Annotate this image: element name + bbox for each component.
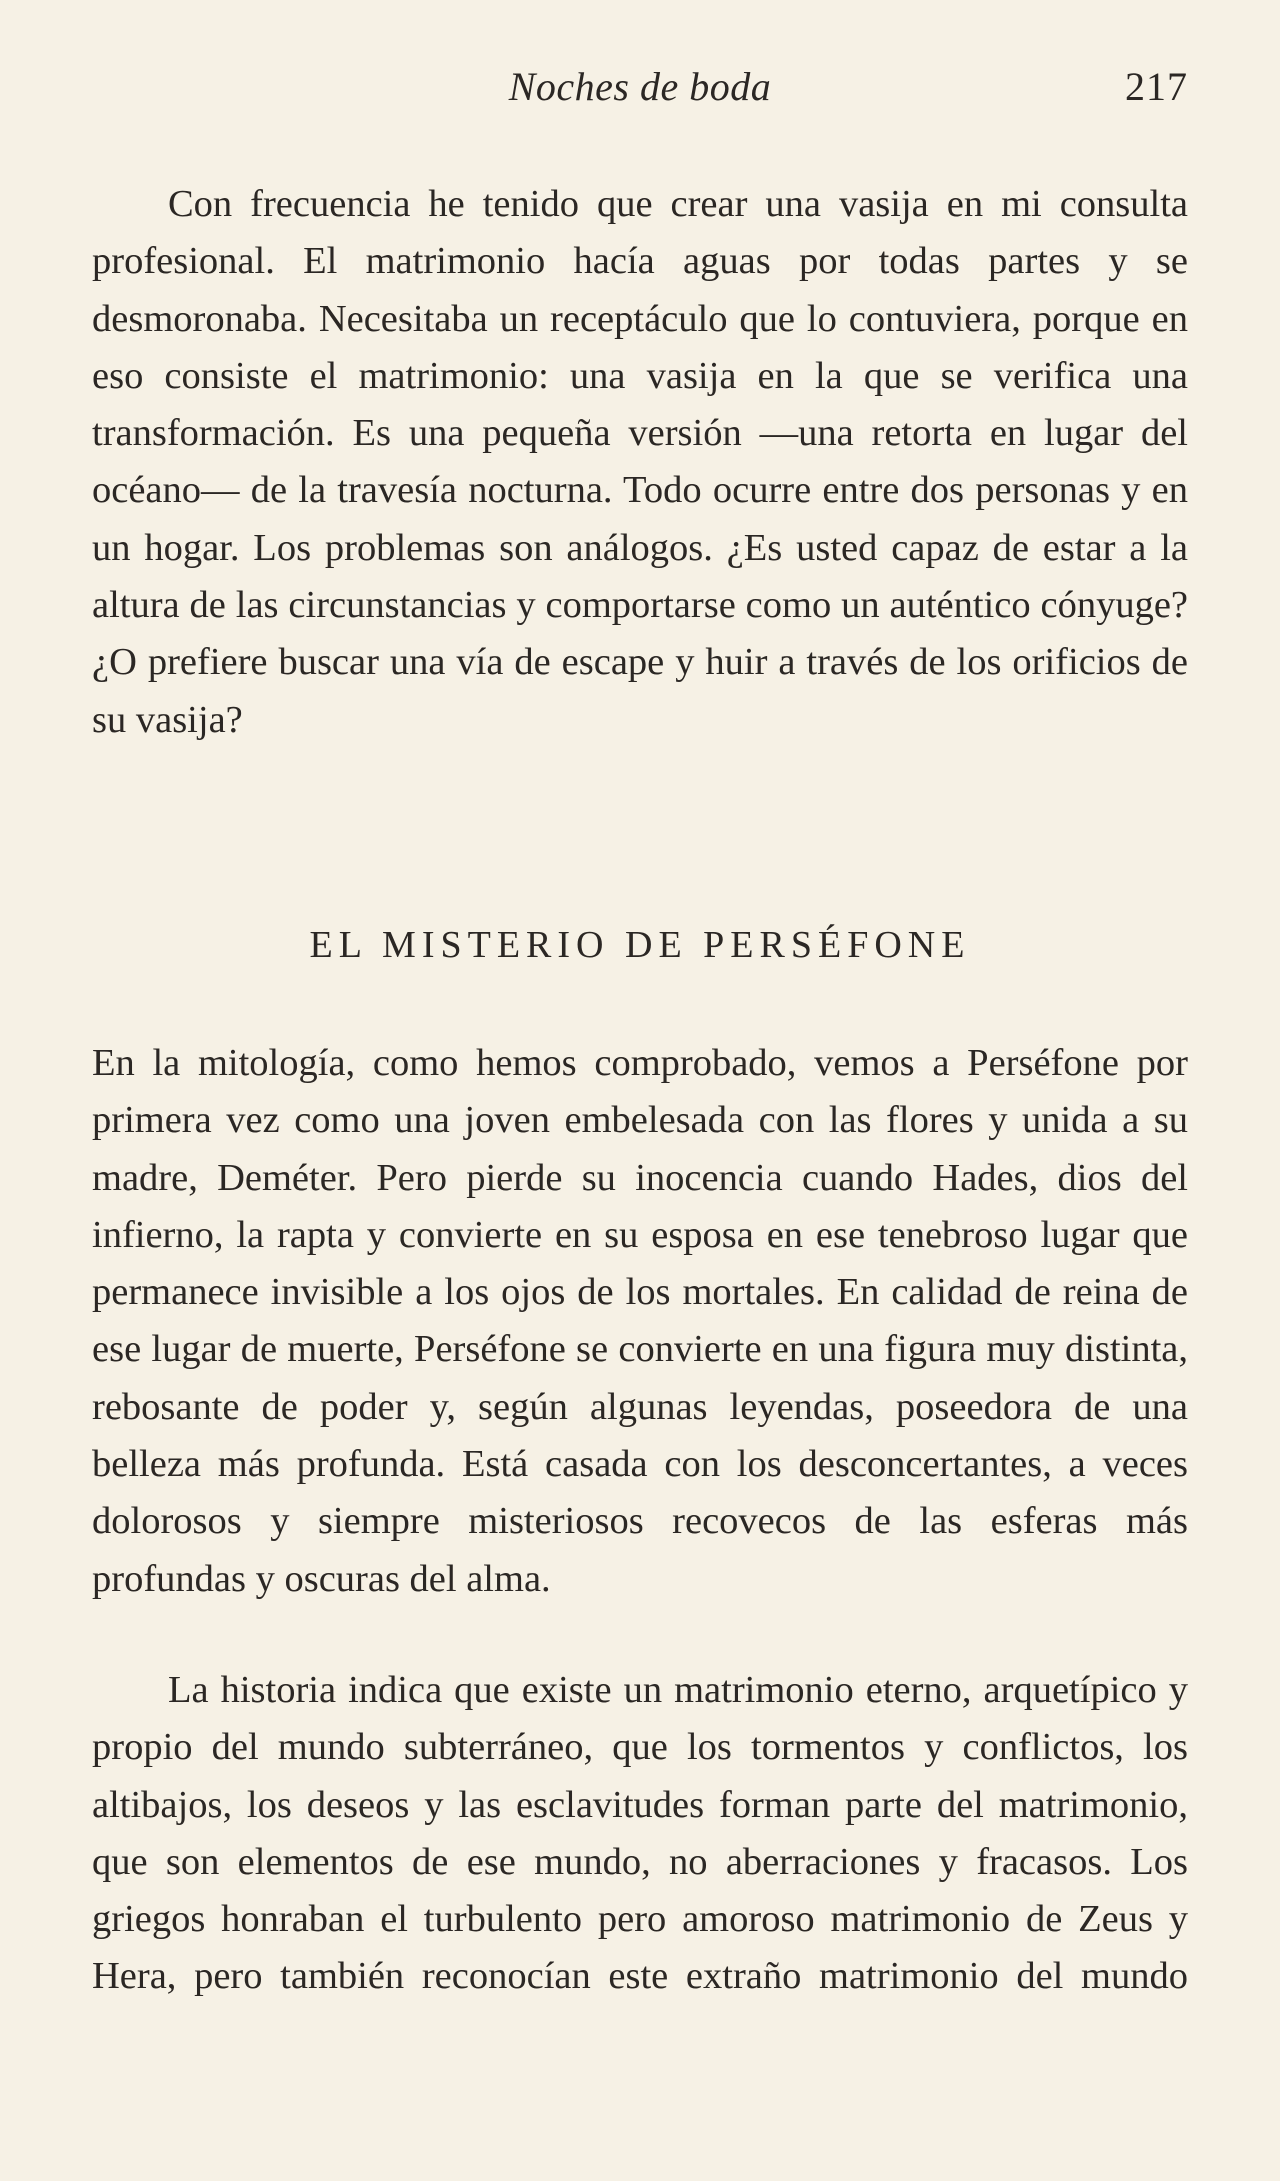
running-title: Noches de boda bbox=[508, 64, 772, 109]
paragraph-persefone-myth: En la mitología, como hemos comprobado, vemos a Perséfone por primera vez como una joven embelesada con las flores y unida a su madre, Deméter. Pero pierde su inocencia cuando Hades, dios del infierno, la rapta y convierte en su esposa en ese tenebroso lugar que permanece invisible a los ojos de los mortales. En calidad de reina de ese lugar de muerte, Perséfone se convierte en una figura muy distinta, rebosante de poder y, según algunas leyendas, poseedora de una belleza más profunda. Está casada con los desconcertantes, a veces dolorosos y siempre misteriosos recovecos de las esferas más profundas y oscuras del alma. bbox=[92, 1042, 1188, 1600]
paragraph-vasija: Con frecuencia he tenido que crear una vasija en mi consulta profesional. El matrimonio hacía aguas por todas partes y se desmoronaba. Necesitaba un receptáculo que lo contuviera, porque en eso consiste el matrimonio: una vasija en la que se verifica una transformación. Es una pequeña versión —una retorta en lugar del océano— de la travesía nocturna. Todo ocurre entre dos personas y en un hogar. Los problemas son análogos. ¿Es usted capaz de estar a la altura de las circunstancias y comportarse como un auténtico cónyuge? ¿O prefiere buscar una vía de escape y huir a través de los orificios de su vasija? bbox=[92, 183, 1188, 741]
paragraph-eternal-marriage: La historia indica que existe un matrimonio eterno, arquetípico y propio del mundo subterráneo, que los tormentos y conflictos, los altibajos, los deseos y las esclavitudes forman parte del matrimonio, que son elementos de ese mundo, no aberraciones y fracasos. Los griegos honraban el turbulento pero amoroso matrimonio de Zeus y Hera, pero también reconocían este extraño matrimonio del mundo bbox=[92, 1669, 1188, 1998]
section-heading: EL MISTERIO DE PERSÉFONE bbox=[309, 924, 971, 966]
book-page bbox=[92, 0, 1188, 2181]
running-head bbox=[92, 62, 1188, 112]
page-number: 217 bbox=[1125, 64, 1188, 109]
